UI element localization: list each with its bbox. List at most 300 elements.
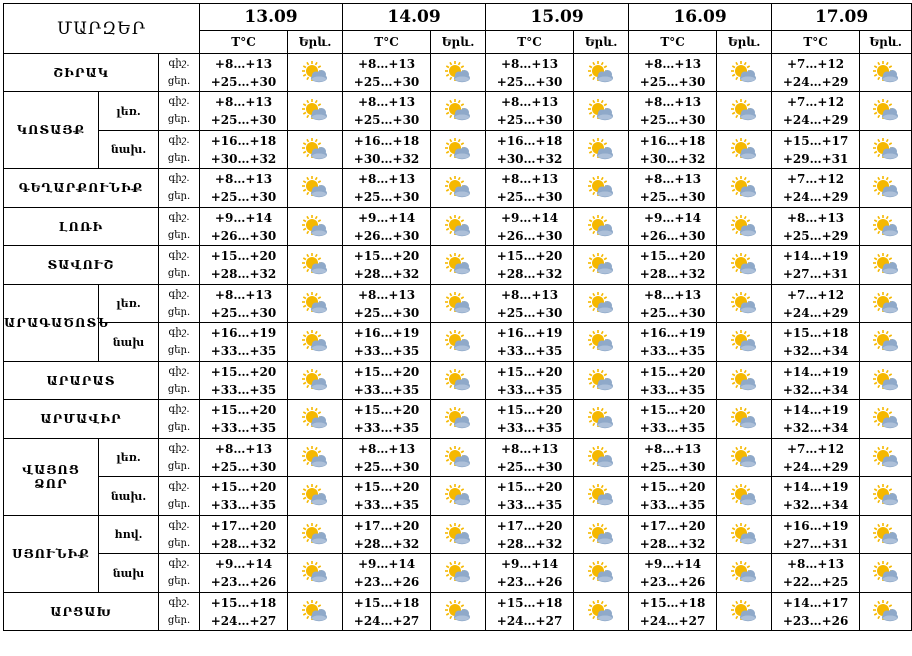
day-temperature: +25…+30 xyxy=(353,459,420,474)
temperature-cell xyxy=(629,554,717,593)
weather-icon-cell xyxy=(431,169,486,208)
weather-icon-cell xyxy=(717,131,772,169)
partly-cloudy-sun-icon xyxy=(586,408,616,430)
partly-cloudy-sun-icon xyxy=(729,216,759,238)
partly-cloudy-sun-icon xyxy=(443,524,473,546)
night-label: գիշ. xyxy=(168,558,190,569)
region-row xyxy=(4,400,912,439)
night-temperature: +8…+13 xyxy=(214,56,273,71)
night-temperature: +15…+18 xyxy=(496,595,563,610)
partly-cloudy-sun-icon xyxy=(300,216,330,238)
weather-icon-cell xyxy=(717,323,772,362)
weather-icon-cell xyxy=(574,593,629,631)
temperature-cell xyxy=(200,323,288,362)
weather-icon-cell xyxy=(717,362,772,400)
temperature-cell xyxy=(486,208,574,246)
night-temperature: +14…+17 xyxy=(782,595,849,610)
day-label: ցեր. xyxy=(167,229,191,241)
day-temperature: +25…+30 xyxy=(639,305,706,320)
partly-cloudy-sun-icon xyxy=(300,524,330,546)
temperature-cell xyxy=(772,208,860,246)
date-header: 16.09 xyxy=(629,4,772,31)
weather-icon-cell xyxy=(574,323,629,362)
day-temperature: +24…+29 xyxy=(782,459,849,474)
night-label: գիշ. xyxy=(168,96,190,107)
partly-cloudy-sun-icon xyxy=(586,447,616,469)
night-temperature: +8…+13 xyxy=(357,441,416,456)
weather-icon-cell xyxy=(574,54,629,92)
night-temperature: +15…+20 xyxy=(353,480,420,494)
temperature-cell xyxy=(343,208,431,246)
night-temperature: +8…+13 xyxy=(643,172,702,186)
day-temperature: +28…+32 xyxy=(496,536,563,551)
day-temperature: +25…+30 xyxy=(210,459,277,474)
night-temperature: +9…+14 xyxy=(643,557,702,571)
temperature-cell xyxy=(200,516,288,554)
temp-column-header: T°C xyxy=(486,31,574,54)
day-temperature: +25…+30 xyxy=(353,113,420,127)
region-name: ԼՈՌԻ xyxy=(4,208,159,246)
partly-cloudy-sun-icon xyxy=(586,139,616,161)
subregion-label: լեռ. xyxy=(99,439,159,477)
temperature-cell xyxy=(486,285,574,323)
day-label: ցեր. xyxy=(167,191,191,202)
temperature-cell xyxy=(772,323,860,362)
temperature-cell xyxy=(629,285,717,323)
partly-cloudy-sun-icon xyxy=(586,62,616,84)
day-temperature: +25…+30 xyxy=(210,74,277,89)
day-temperature: +26…+30 xyxy=(639,228,706,243)
weather-icon-cell xyxy=(574,554,629,593)
temp-column-header: T°C xyxy=(343,31,431,54)
night-temperature: +15…+20 xyxy=(353,249,420,263)
night-temperature: +8…+13 xyxy=(500,441,559,456)
weather-icon-cell xyxy=(431,477,486,516)
time-of-day-labels xyxy=(159,208,200,246)
temperature-cell xyxy=(772,285,860,323)
weather-icon-cell xyxy=(288,477,343,516)
day-temperature: +33…+35 xyxy=(210,421,277,435)
temperature-cell xyxy=(629,323,717,362)
weather-icon-cell xyxy=(288,131,343,169)
temperature-cell xyxy=(200,92,288,131)
day-temperature: +25…+30 xyxy=(639,459,706,474)
day-temperature: +33…+35 xyxy=(496,421,563,435)
night-label: գիշ. xyxy=(168,57,190,69)
day-temperature: +33…+35 xyxy=(353,498,420,512)
day-label: ցեր. xyxy=(167,460,191,472)
night-label: գիշ. xyxy=(168,365,190,377)
weather-icon-cell xyxy=(431,554,486,593)
weather-icon-cell xyxy=(431,362,486,400)
time-of-day-labels xyxy=(159,323,200,362)
region-row xyxy=(4,593,912,631)
partly-cloudy-sun-icon xyxy=(871,370,901,392)
partly-cloudy-sun-icon xyxy=(443,601,473,623)
night-temperature: +8…+13 xyxy=(214,441,273,456)
night-temperature: +17…+20 xyxy=(496,518,563,533)
partly-cloudy-sun-icon xyxy=(729,447,759,469)
weather-column-header: Երև. xyxy=(717,31,772,54)
partly-cloudy-sun-icon xyxy=(729,139,759,161)
temperature-cell xyxy=(772,54,860,92)
weather-icon-cell xyxy=(860,323,912,362)
day-temperature: +26…+30 xyxy=(210,228,277,243)
night-temperature: +15…+18 xyxy=(353,595,420,610)
partly-cloudy-sun-icon xyxy=(443,447,473,469)
day-temperature: +25…+30 xyxy=(353,74,420,89)
day-label: ցեր. xyxy=(167,614,191,626)
time-of-day-labels xyxy=(159,439,200,477)
weather-icon-cell xyxy=(860,477,912,516)
region-name: ԱՐՄԱՎԻՐ xyxy=(4,400,159,439)
region-name: ՍՅՈՒՆԻՔ xyxy=(4,516,99,593)
region-name: ՏԱՎՈՒՇ xyxy=(4,246,159,285)
weather-icon-cell xyxy=(860,131,912,169)
temperature-cell xyxy=(486,516,574,554)
day-temperature: +28…+32 xyxy=(639,267,706,281)
partly-cloudy-sun-icon xyxy=(443,216,473,238)
temperature-cell xyxy=(486,362,574,400)
partly-cloudy-sun-icon xyxy=(300,485,330,507)
day-temperature: +33…+35 xyxy=(210,498,277,512)
night-temperature: +8…+13 xyxy=(357,172,416,186)
night-temperature: +8…+13 xyxy=(357,95,416,109)
night-label: գիշ. xyxy=(168,327,190,338)
day-temperature: +33…+35 xyxy=(210,344,277,358)
temperature-cell xyxy=(772,439,860,477)
temperature-cell xyxy=(772,362,860,400)
partly-cloudy-sun-icon xyxy=(586,601,616,623)
time-of-day-labels xyxy=(159,362,200,400)
night-temperature: +14…+19 xyxy=(782,480,849,494)
day-temperature: +32…+34 xyxy=(782,344,849,358)
temperature-cell xyxy=(486,439,574,477)
partly-cloudy-sun-icon xyxy=(729,293,759,315)
weather-icon-cell xyxy=(288,362,343,400)
weather-column-header: Երև. xyxy=(288,31,343,54)
weather-icon-cell xyxy=(860,516,912,554)
region-name: ԳԵՂԱՐՔՈՒՆԻՔ xyxy=(4,169,159,208)
region-name: ԱՐԱՐԱՏ xyxy=(4,362,159,400)
day-temperature: +25…+30 xyxy=(496,190,563,204)
temperature-cell xyxy=(200,400,288,439)
temperature-cell xyxy=(486,92,574,131)
day-temperature: +33…+35 xyxy=(496,498,563,512)
temperature-cell xyxy=(200,246,288,285)
day-temperature: +25…+30 xyxy=(496,113,563,127)
day-temperature: +25…+30 xyxy=(639,113,706,127)
temperature-cell xyxy=(629,54,717,92)
night-temperature: +15…+20 xyxy=(353,364,420,379)
partly-cloudy-sun-icon xyxy=(871,408,901,430)
partly-cloudy-sun-icon xyxy=(871,447,901,469)
day-label: ցեր. xyxy=(167,345,191,356)
subregion-label: հով. xyxy=(99,516,159,554)
day-temperature: +33…+35 xyxy=(639,498,706,512)
subregion-label: նախ xyxy=(99,554,159,593)
weather-icon-cell xyxy=(860,169,912,208)
temperature-cell xyxy=(200,131,288,169)
weather-icon-cell xyxy=(574,477,629,516)
night-temperature: +8…+13 xyxy=(786,210,845,225)
night-temperature: +15…+20 xyxy=(210,403,277,417)
partly-cloudy-sun-icon xyxy=(729,408,759,430)
weather-icon-cell xyxy=(860,554,912,593)
temperature-cell xyxy=(772,246,860,285)
time-of-day-labels xyxy=(159,285,200,323)
partly-cloudy-sun-icon xyxy=(443,254,473,276)
partly-cloudy-sun-icon xyxy=(729,100,759,122)
night-temperature: +15…+20 xyxy=(496,480,563,494)
region-name: ՇԻՐԱԿ xyxy=(4,54,159,92)
partly-cloudy-sun-icon xyxy=(871,293,901,315)
weather-column-header: Երև. xyxy=(431,31,486,54)
temperature-cell xyxy=(486,477,574,516)
temperature-cell xyxy=(486,169,574,208)
day-temperature: +25…+30 xyxy=(496,459,563,474)
day-temperature: +33…+35 xyxy=(496,344,563,358)
weather-icon-cell xyxy=(288,169,343,208)
partly-cloudy-sun-icon xyxy=(443,485,473,507)
partly-cloudy-sun-icon xyxy=(871,524,901,546)
night-temperature: +15…+20 xyxy=(639,403,706,417)
temp-column-header: T°C xyxy=(629,31,717,54)
night-temperature: +9…+14 xyxy=(643,210,702,225)
region-row xyxy=(4,169,912,208)
weather-icon-cell xyxy=(288,323,343,362)
day-temperature: +23…+26 xyxy=(782,613,849,628)
temperature-cell xyxy=(629,516,717,554)
weather-icon-cell xyxy=(860,362,912,400)
temperature-cell xyxy=(629,169,717,208)
night-temperature: +8…+13 xyxy=(357,287,416,302)
weather-icon-cell xyxy=(860,54,912,92)
partly-cloudy-sun-icon xyxy=(586,177,616,199)
night-temperature: +9…+14 xyxy=(214,557,273,571)
night-temperature: +16…+19 xyxy=(639,326,706,340)
partly-cloudy-sun-icon xyxy=(443,370,473,392)
weather-icon-cell xyxy=(717,54,772,92)
partly-cloudy-sun-icon xyxy=(586,485,616,507)
night-label: գիշ. xyxy=(168,404,190,415)
night-temperature: +15…+17 xyxy=(782,133,849,148)
day-temperature: +25…+30 xyxy=(353,305,420,320)
partly-cloudy-sun-icon xyxy=(300,331,330,353)
night-temperature: +8…+13 xyxy=(500,172,559,186)
temperature-cell xyxy=(200,285,288,323)
weather-icon-cell xyxy=(717,169,772,208)
partly-cloudy-sun-icon xyxy=(871,100,901,122)
night-temperature: +8…+13 xyxy=(214,287,273,302)
regions-header: ՄԱՐԶԵՐ xyxy=(4,4,200,54)
temperature-cell xyxy=(200,54,288,92)
forecast-body xyxy=(4,54,912,631)
night-temperature: +8…+13 xyxy=(643,287,702,302)
day-label: ցեր. xyxy=(167,576,191,587)
night-temperature: +15…+20 xyxy=(639,480,706,494)
day-temperature: +32…+34 xyxy=(782,382,849,397)
night-temperature: +15…+20 xyxy=(210,480,277,494)
temperature-cell xyxy=(772,131,860,169)
day-temperature: +24…+27 xyxy=(210,613,277,628)
time-of-day-labels xyxy=(159,593,200,631)
date-header: 17.09 xyxy=(772,4,912,31)
weather-icon-cell xyxy=(860,285,912,323)
weather-icon-cell xyxy=(574,246,629,285)
day-temperature: +25…+29 xyxy=(782,228,849,243)
partly-cloudy-sun-icon xyxy=(443,100,473,122)
temperature-cell xyxy=(200,554,288,593)
partly-cloudy-sun-icon xyxy=(729,331,759,353)
weather-icon-cell xyxy=(288,54,343,92)
weather-icon-cell xyxy=(431,400,486,439)
temperature-cell xyxy=(343,439,431,477)
temperature-cell xyxy=(486,554,574,593)
time-of-day-labels xyxy=(159,516,200,554)
weather-icon-cell xyxy=(574,516,629,554)
night-label: գիշ. xyxy=(168,596,190,608)
region-row xyxy=(4,554,912,593)
day-label: ցեր. xyxy=(167,383,191,395)
weather-icon-cell xyxy=(431,92,486,131)
partly-cloudy-sun-icon xyxy=(871,177,901,199)
night-temperature: +8…+13 xyxy=(643,441,702,456)
night-temperature: +7…+12 xyxy=(786,441,845,456)
partly-cloudy-sun-icon xyxy=(871,62,901,84)
night-label: գիշ. xyxy=(168,250,190,261)
day-label: ցեր. xyxy=(167,268,191,279)
partly-cloudy-sun-icon xyxy=(300,370,330,392)
weather-icon-cell xyxy=(717,400,772,439)
weather-icon-cell xyxy=(288,92,343,131)
partly-cloudy-sun-icon xyxy=(300,62,330,84)
day-temperature: +24…+27 xyxy=(639,613,706,628)
partly-cloudy-sun-icon xyxy=(300,293,330,315)
partly-cloudy-sun-icon xyxy=(300,408,330,430)
partly-cloudy-sun-icon xyxy=(871,331,901,353)
night-temperature: +16…+19 xyxy=(353,326,420,340)
night-temperature: +9…+14 xyxy=(357,210,416,225)
night-temperature: +9…+14 xyxy=(214,210,273,225)
day-temperature: +28…+32 xyxy=(639,536,706,551)
day-label: ցեր. xyxy=(167,75,191,87)
partly-cloudy-sun-icon xyxy=(300,177,330,199)
temperature-cell xyxy=(629,400,717,439)
weather-icon-cell xyxy=(860,208,912,246)
day-temperature: +25…+30 xyxy=(639,190,706,204)
partly-cloudy-sun-icon xyxy=(300,562,330,584)
temperature-cell xyxy=(343,477,431,516)
partly-cloudy-sun-icon xyxy=(443,331,473,353)
weather-icon-cell xyxy=(288,554,343,593)
partly-cloudy-sun-icon xyxy=(871,601,901,623)
night-temperature: +9…+14 xyxy=(500,557,559,571)
weather-icon-cell xyxy=(288,208,343,246)
day-temperature: +28…+32 xyxy=(353,536,420,551)
partly-cloudy-sun-icon xyxy=(586,254,616,276)
day-temperature: +30…+32 xyxy=(496,151,563,166)
night-temperature: +17…+20 xyxy=(639,518,706,533)
temperature-cell xyxy=(486,400,574,439)
partly-cloudy-sun-icon xyxy=(729,524,759,546)
partly-cloudy-sun-icon xyxy=(443,562,473,584)
temperature-cell xyxy=(629,246,717,285)
subregion-label: լեռ. xyxy=(99,285,159,323)
region-row xyxy=(4,323,912,362)
night-temperature: +15…+20 xyxy=(210,249,277,263)
temperature-cell xyxy=(629,439,717,477)
partly-cloudy-sun-icon xyxy=(300,447,330,469)
region-row xyxy=(4,477,912,516)
day-temperature: +30…+32 xyxy=(639,151,706,166)
day-temperature: +25…+30 xyxy=(496,305,563,320)
time-of-day-labels xyxy=(159,554,200,593)
day-temperature: +30…+32 xyxy=(353,151,420,166)
subregion-label: լեռ. xyxy=(99,92,159,131)
day-label: ցեր. xyxy=(167,499,191,510)
weather-icon-cell xyxy=(717,593,772,631)
day-temperature: +32…+34 xyxy=(782,421,849,435)
day-temperature: +25…+30 xyxy=(210,113,277,127)
day-temperature: +32…+34 xyxy=(782,498,849,512)
region-row xyxy=(4,208,912,246)
night-temperature: +8…+13 xyxy=(786,557,845,571)
day-temperature: +33…+35 xyxy=(353,382,420,397)
temperature-cell xyxy=(629,208,717,246)
day-label: ցեր. xyxy=(167,537,191,549)
weather-icon-cell xyxy=(431,285,486,323)
temperature-cell xyxy=(200,593,288,631)
night-label: գիշ. xyxy=(168,481,190,492)
partly-cloudy-sun-icon xyxy=(729,562,759,584)
night-temperature: +17…+20 xyxy=(353,518,420,533)
weather-icon-cell xyxy=(431,439,486,477)
date-header: 13.09 xyxy=(200,4,343,31)
night-temperature: +15…+20 xyxy=(496,403,563,417)
time-of-day-labels xyxy=(159,92,200,131)
night-temperature: +14…+19 xyxy=(782,403,849,417)
day-temperature: +33…+35 xyxy=(353,421,420,435)
weather-icon-cell xyxy=(574,439,629,477)
day-temperature: +28…+32 xyxy=(210,267,277,281)
weather-icon-cell xyxy=(288,246,343,285)
region-name: ՎԱՅՈՑ ՁՈՐ xyxy=(4,439,99,516)
partly-cloudy-sun-icon xyxy=(300,254,330,276)
day-temperature: +25…+30 xyxy=(353,190,420,204)
region-row xyxy=(4,285,912,323)
temperature-cell xyxy=(486,246,574,285)
weather-icon-cell xyxy=(717,554,772,593)
partly-cloudy-sun-icon xyxy=(586,524,616,546)
night-temperature: +14…+19 xyxy=(782,249,849,263)
time-of-day-labels xyxy=(159,131,200,169)
weather-icon-cell xyxy=(860,400,912,439)
temperature-cell xyxy=(343,400,431,439)
day-temperature: +25…+30 xyxy=(496,74,563,89)
night-temperature: +15…+20 xyxy=(639,249,706,263)
night-temperature: +15…+20 xyxy=(353,403,420,417)
night-temperature: +8…+13 xyxy=(214,172,273,186)
partly-cloudy-sun-icon xyxy=(871,216,901,238)
night-temperature: +16…+19 xyxy=(210,326,277,340)
night-temperature: +8…+13 xyxy=(500,287,559,302)
day-temperature: +24…+27 xyxy=(496,613,563,628)
temperature-cell xyxy=(200,208,288,246)
temperature-cell xyxy=(343,169,431,208)
temperature-cell xyxy=(486,593,574,631)
temperature-cell xyxy=(343,554,431,593)
